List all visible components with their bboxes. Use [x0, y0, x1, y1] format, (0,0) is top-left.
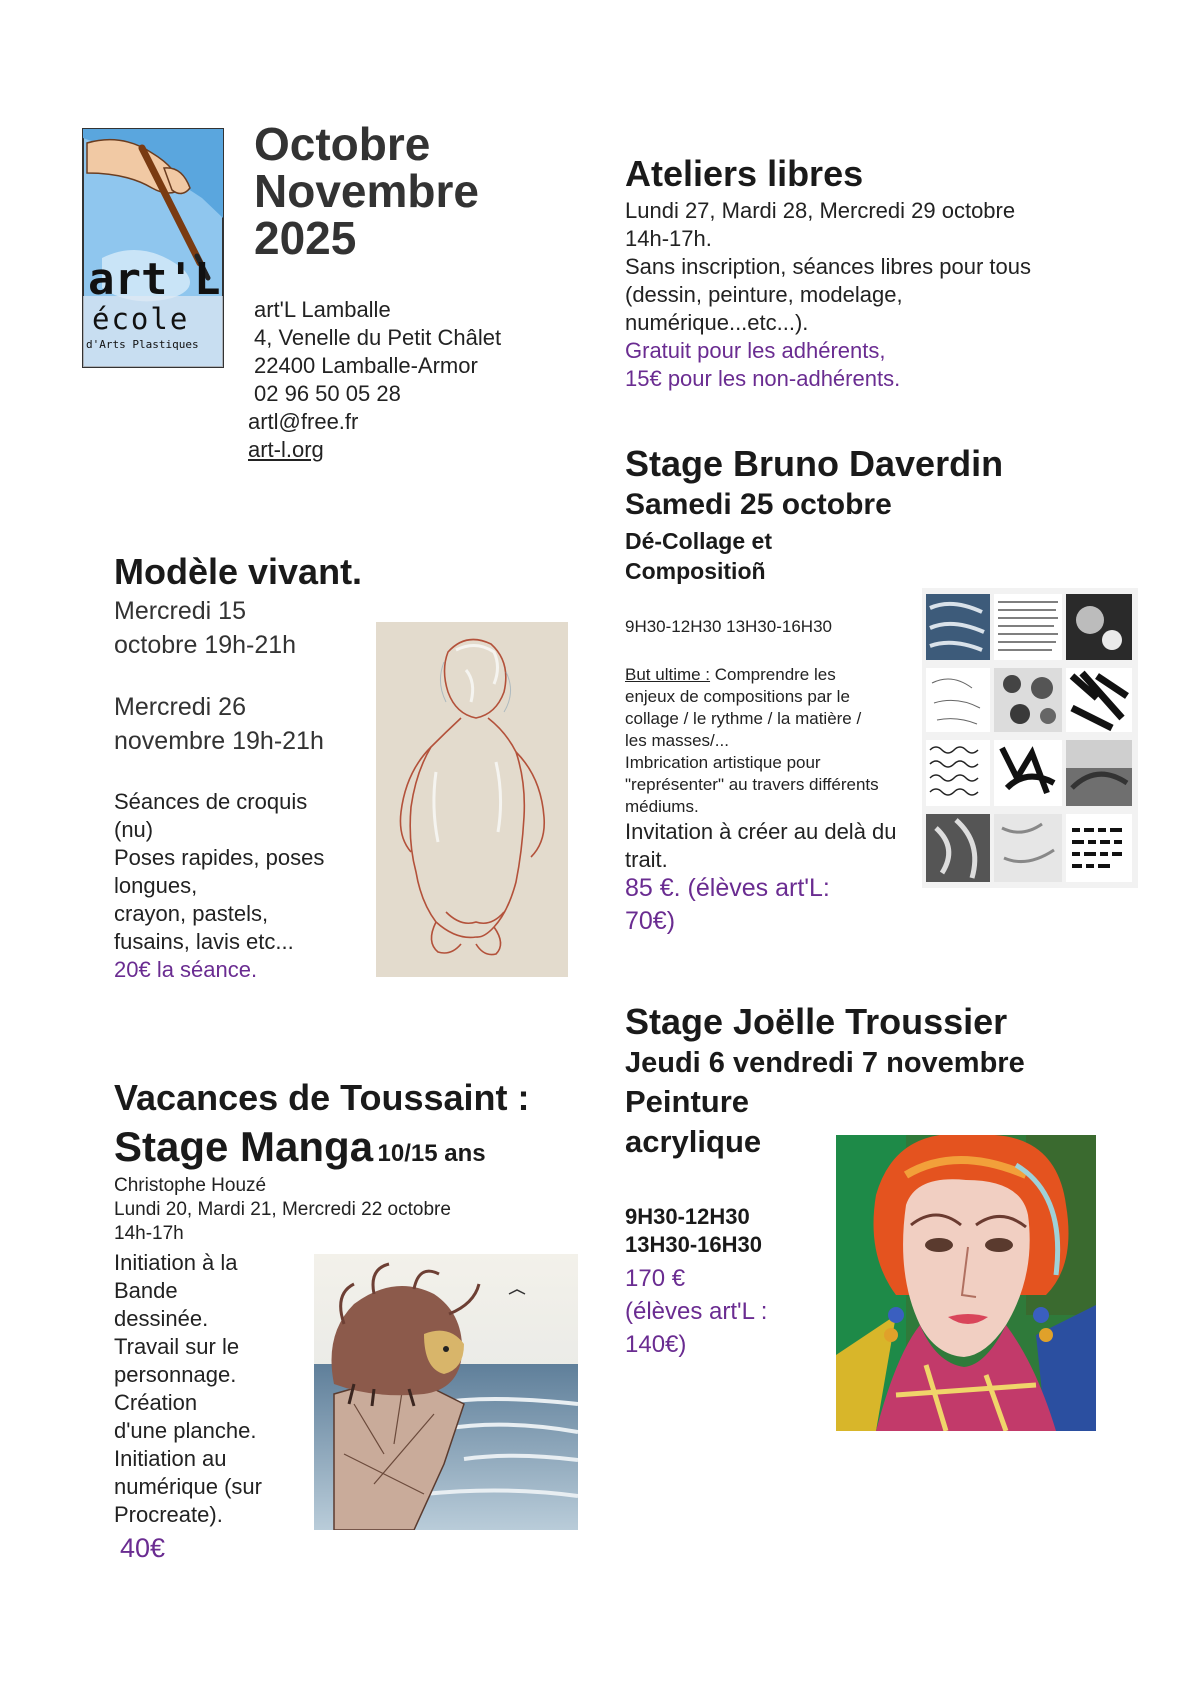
website-link[interactable]: art-l.org	[248, 437, 324, 462]
bruno-goal-4: les masses/...	[625, 731, 729, 750]
modele-vivant-section	[114, 552, 374, 984]
title-line-november: Novembre	[254, 165, 479, 217]
manga-section-title: Vacances de Toussaint :	[114, 1077, 530, 1118]
manga-desc-3: dessinée.	[114, 1306, 209, 1331]
joelle-hours-2: 13H30-16H30	[625, 1232, 762, 1257]
email-link[interactable]: artl@free.fr	[248, 409, 359, 434]
bruno-goal-5: Imbrication artistique pour	[625, 753, 821, 772]
joelle-date: Jeudi 6 vendredi 7 novembre	[625, 1047, 1025, 1079]
manga-desc-9: numérique (sur	[114, 1474, 262, 1499]
title-line-year: 2025	[254, 212, 357, 264]
bruno-goal-text: Comprendre les	[710, 665, 836, 684]
life-drawing-image	[376, 622, 568, 977]
modele-date2-time: novembre 19h-21h	[114, 727, 324, 755]
bruno-price	[625, 872, 830, 938]
street-address: 4, Venelle du Petit Châlet	[254, 325, 502, 350]
manga-teacher: Christophe Houzé	[114, 1175, 267, 1196]
school-logo	[82, 128, 224, 368]
joelle-price-3: 140€)	[625, 1331, 687, 1358]
ateliers-desc-2: (dessin, peinture, modelage,	[625, 282, 903, 307]
manga-desc-10: Procreate).	[114, 1502, 223, 1527]
ateliers-price-nonmembers: 15€ pour les non-adhérents.	[625, 366, 901, 391]
manga-artwork-image	[314, 1254, 578, 1530]
modele-desc-6: fusains, lavis etc...	[114, 929, 294, 954]
modele-desc-3: Poses rapides, poses	[114, 845, 325, 870]
bruno-invitation-2: trait.	[625, 847, 668, 872]
modele-date1-day: Mercredi 15	[114, 597, 246, 625]
bruno-subtitle-2: Compositioñ	[625, 558, 766, 584]
manga-age: 10/15 ans	[377, 1140, 486, 1167]
joelle-price	[625, 1262, 767, 1361]
bruno-date: Samedi 25 octobre	[625, 488, 892, 521]
modele-desc-4: longues,	[114, 873, 198, 898]
joelle-hours-1: 9H30-12H30	[625, 1204, 750, 1229]
collage-image	[922, 588, 1138, 888]
joelle-title: Stage Joëlle Troussier	[625, 1001, 1008, 1042]
modele-price: 20€ la séance.	[114, 957, 258, 982]
modele-date2-day: Mercredi 26	[114, 693, 246, 721]
ateliers-libres-section	[625, 154, 1145, 393]
school-name: art'L Lamballe	[254, 297, 391, 322]
joelle-subtitle-2: acrylique	[625, 1124, 762, 1159]
bruno-goal-6: "représenter" au travers différents	[625, 775, 879, 794]
manga-desc-1: Initiation à la	[114, 1250, 238, 1275]
modele-date1-time: octobre 19h-21h	[114, 631, 297, 659]
modele-desc-5: crayon, pastels,	[114, 901, 269, 926]
joelle-price-1: 170 €	[625, 1265, 686, 1292]
ateliers-dates: Lundi 27, Mardi 28, Mercredi 29 octobre	[625, 198, 1016, 223]
manga-title: Stage Manga	[114, 1123, 374, 1170]
bruno-title: Stage Bruno Daverdin	[625, 443, 1004, 484]
modele-title: Modèle vivant.	[114, 551, 363, 592]
joelle-subtitle-1: Peinture	[625, 1084, 750, 1119]
bruno-invitation-1: Invitation à créer au delà du	[625, 819, 897, 844]
bruno-goal-7: médiums.	[625, 797, 699, 816]
ateliers-price-members: Gratuit pour les adhérents,	[625, 338, 886, 363]
joelle-price-2: (élèves art'L :	[625, 1298, 768, 1325]
modele-desc-1: Séances de croquis	[114, 789, 308, 814]
bruno-goal-2: enjeux de compositions par le	[625, 687, 850, 706]
bruno-goal-block	[625, 664, 915, 818]
bruno-price-1: 85 €. (élèves art'L:	[625, 874, 830, 902]
manga-desc-4: Travail sur le	[114, 1334, 240, 1359]
logo-text-subtitle: d'Arts Plastiques	[86, 338, 199, 351]
manga-desc-2: Bande	[114, 1278, 178, 1303]
stage-bruno-section	[625, 444, 1105, 586]
bruno-goal-label: But ultime :	[625, 665, 711, 684]
manga-desc-7: d'une planche.	[114, 1418, 257, 1443]
ateliers-hours: 14h-17h.	[625, 226, 712, 251]
joelle-hours	[625, 1203, 762, 1259]
ateliers-body	[625, 197, 1145, 393]
manga-desc-8: Initiation au	[114, 1446, 227, 1471]
address-block	[254, 296, 501, 408]
manga-description	[114, 1249, 314, 1529]
ateliers-title: Ateliers libres	[625, 153, 864, 194]
modele-desc-2: (nu)	[114, 817, 154, 842]
bruno-price-2: 70€)	[625, 907, 676, 935]
ateliers-desc-1: Sans inscription, séances libres pour tous	[625, 254, 1031, 279]
portrait-painting-image	[836, 1135, 1096, 1431]
manga-price: 40€	[120, 1533, 166, 1563]
manga-desc-5: personnage.	[114, 1362, 237, 1387]
bruno-goal-3: collage / le rythme / la matière /	[625, 709, 862, 728]
logo-text-ecole: école	[92, 302, 190, 336]
bruno-hours: 9H30-12H30 13H30-16H30	[625, 617, 832, 636]
logo-text-artl: art'L	[88, 254, 221, 305]
manga-desc-6: Création	[114, 1390, 198, 1415]
ateliers-desc-3: numérique...etc...).	[625, 310, 809, 335]
title-line-october: Octobre	[254, 118, 431, 170]
manga-dates: Lundi 20, Mardi 21, Mercredi 22 octobre	[114, 1199, 451, 1220]
bruno-invitation	[625, 818, 897, 874]
city-address: 22400 Lamballe-Armor	[254, 353, 478, 378]
bruno-subtitle-1: Dé-Collage et	[625, 528, 772, 554]
manga-hours: 14h-17h	[114, 1223, 184, 1244]
page-title	[254, 118, 479, 264]
stage-manga-section	[114, 1078, 594, 1246]
phone-number: 02 96 50 05 28	[254, 381, 401, 406]
